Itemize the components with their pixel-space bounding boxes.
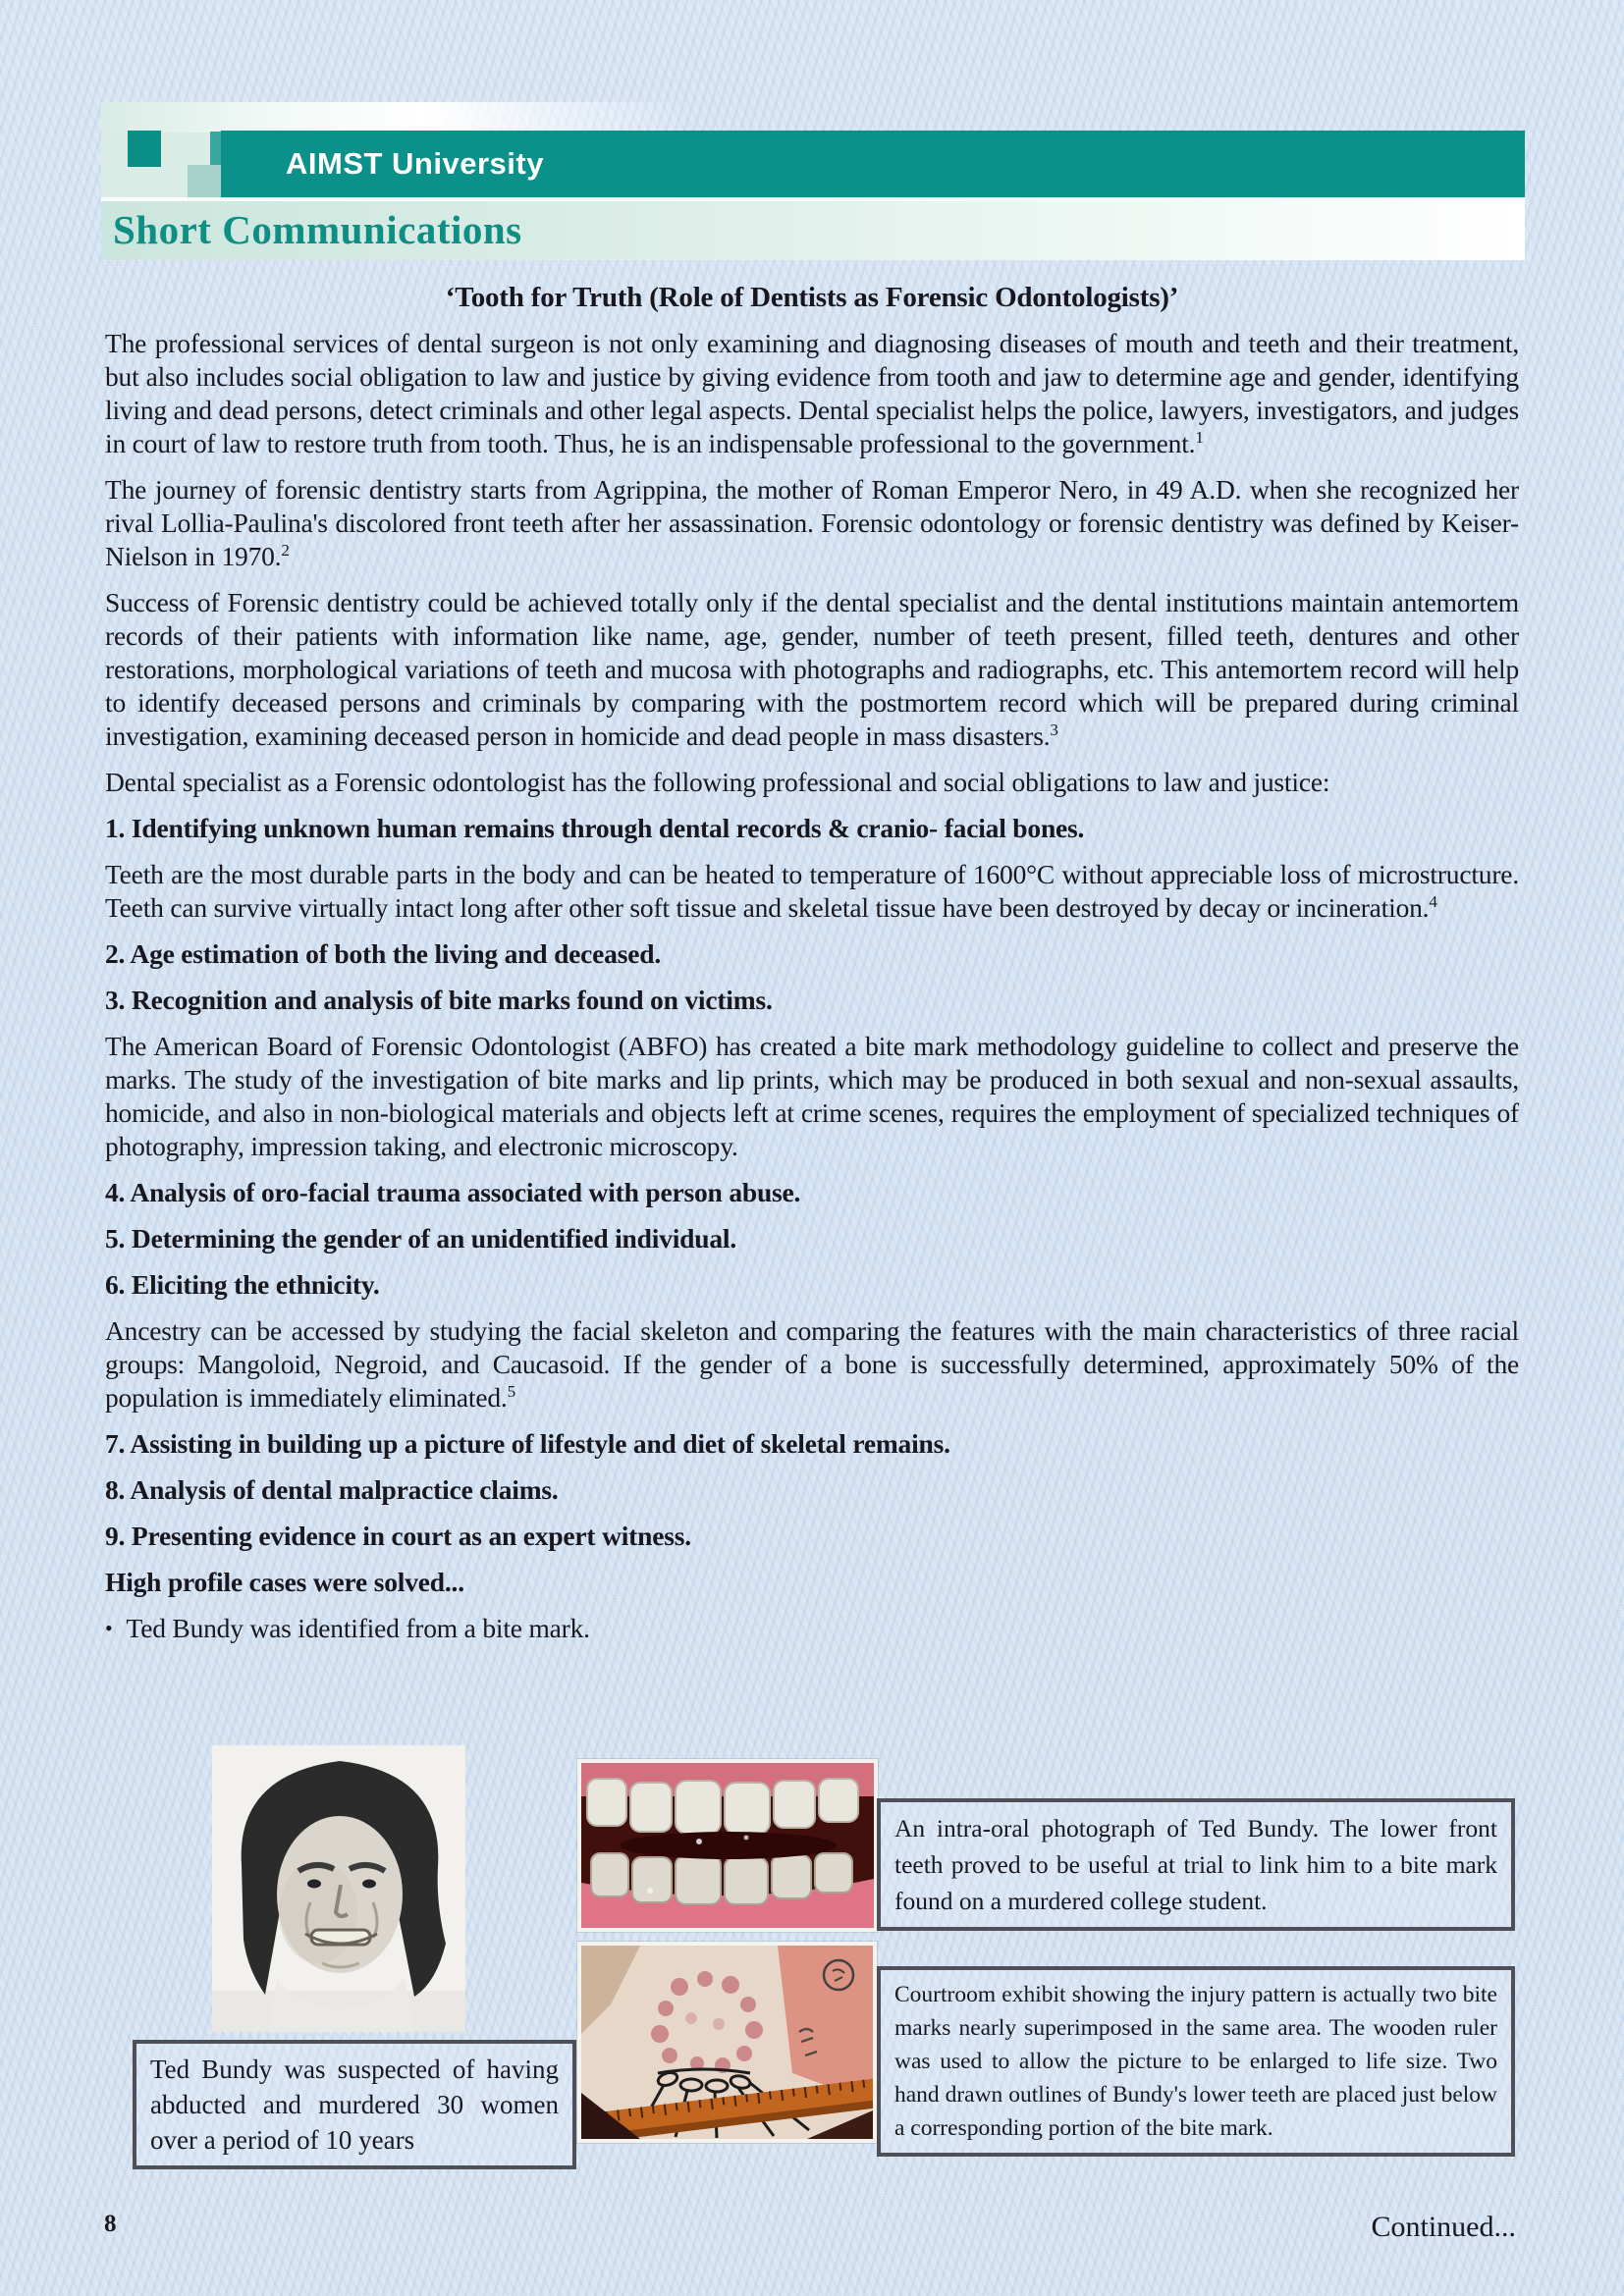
university-banner [221, 131, 1525, 197]
article-body [105, 281, 1519, 1660]
list-item-heading: 9. Presenting evidence in court as an expert witness. [105, 1521, 691, 1551]
section-title: Short Communications [113, 207, 522, 252]
reference-superscript: 2 [281, 540, 290, 560]
list-item-body: Teeth are the most durable parts in the body and can be heated to temperature of 1600°C without appreciable loss of microstructure. Teeth can survive virtually intact long after other soft tissue and skeletal tissue have been destroyed by decay or incineration.$^4$ [105, 859, 1519, 923]
portrait-caption-text: Ted Bundy was suspected of having abducted and murdered 30 women over a period of 10 years [150, 2055, 559, 2155]
paragraph: The journey of forensic dentistry starts from Agrippina, the mother of Roman Emperor Nero, in 49 A.D. when she recognized her rival Lollia-Paulina's discolored front teeth after her assassination. Forensic odontology or forensic dentistry was defined by Keiser-Nielson in 1970.$^2$ [105, 474, 1519, 571]
reference-superscript: 5 [507, 1381, 515, 1401]
list-item-heading: 8. Analysis of dental malpractice claims. [105, 1474, 559, 1505]
list-item-heading: 6. Eliciting the ethnicity. [105, 1269, 380, 1300]
bullet-item: • Ted Bundy was identified from a bite mark. [105, 1612, 1519, 1647]
header-top-gradient-strip [101, 102, 690, 133]
list-item-heading: 3. Recognition and analysis of bite marks found on victims. [105, 985, 773, 1015]
exhibit-caption-box [877, 1966, 1515, 2157]
list-item-body: The American Board of Forensic Odontologist (ABFO) has created a bite mark methodology guideline to collect and preserve the marks. The study of the investigation of bite marks and lip prints, which may be produced in both sexual and non-sexual assaults, homicide, and also in non-biological materials and objects left at crime scenes, requires the employment of specialized techniques of photography, impression taking, and electronic microscopy. [105, 1031, 1519, 1161]
teal-square-decoration [128, 131, 161, 167]
courtroom-exhibit-image [577, 1942, 877, 2143]
list-item-heading: 7. Assisting in building up a picture of lifestyle and diet of skeletal remains. [105, 1428, 950, 1459]
paragraph: The professional services of dental surgeon is not only examining and diagnosing diseases of mouth and teeth and their treatment, but also includes social obligation to law and justice by giving evidence from tooth and jaw to determine age and gender, identifying living and dead persons, detect criminals and other legal aspects. Dental specialist helps the police, lawyers, investigators, and judges in court of law to restore truth from tooth. Thus, he is an indispensable professional to the government.$^1$ [105, 328, 1519, 458]
intraoral-caption-box [877, 1798, 1515, 1931]
article-title: ‘Tooth for Truth (Role of Dentists as Forensic Odontologists)’ [445, 282, 1179, 313]
reference-superscript: 1 [1195, 427, 1204, 447]
paragraph: Success of Forensic dentistry could be achieved totally only if the dental specialist and the dental institutions maintain antemortem records of their patients with information like name, age, gender, number of teeth present, filled teeth, dentures and other restorations, morphological variations of teeth and mucosa with photographs and radiographs, etc. This antemortem record will help to identify deceased persons and criminals by comparing with the postmortem record which will be prepared during criminal investigation, examining deceased person in homicide and dead people in mass disasters.$^3$ [105, 587, 1519, 751]
portrait-caption-box [133, 2040, 576, 2169]
exhibit-caption-text: Courtroom exhibit showing the injury pattern is actually two bite marks nearly superimposed in the same area. The wooden ruler was used to allow the picture to be enlarged to life size. Two hand drawn outlines of Bundy's lower teeth are placed just below a corresponding portion of the bite mark. [894, 1982, 1497, 2141]
continued-label: Continued... [1371, 2211, 1516, 2243]
teal-square-decoration [188, 165, 224, 201]
university-name: AIMST University [286, 146, 544, 181]
intraoral-teeth-image [577, 1759, 878, 1932]
list-item-heading: 1. Identifying unknown human remains through dental records & cranio- facial bones. [105, 813, 1085, 843]
list-item-body: Ancestry can be accessed by studying the facial skeleton and comparing the features with the main characteristics of three racial groups: Mangoloid, Negroid, and Caucasoid. If the gender of a bone is successfully determined, approximately 50% of the population is immediately eliminated.$^5$ [105, 1315, 1519, 1413]
intraoral-caption-text: An intra-oral photograph of Ted Bundy. The lower front teeth proved to be useful at trial to link him to a bite mark found on a murdered college student. [894, 1814, 1497, 1915]
high-profile-heading: High profile cases were solved... [105, 1567, 464, 1597]
list-item-heading: 2. Age estimation of both the living and deceased. [105, 938, 662, 969]
page-number: 8 [104, 2211, 117, 2237]
list-item-heading: 5. Determining the gender of an unidentified individual. [105, 1223, 737, 1254]
section-banner [101, 201, 1525, 260]
reference-superscript: 4 [1429, 891, 1437, 911]
paragraph: Dental specialist as a Forensic odontologist has the following professional and social obligations to law and justice: [105, 767, 1330, 797]
reference-superscript: 3 [1050, 720, 1058, 739]
ted-bundy-portrait-image [212, 1745, 465, 2032]
list-item-heading: 4. Analysis of oro-facial trauma associated with person abuse. [105, 1177, 801, 1207]
